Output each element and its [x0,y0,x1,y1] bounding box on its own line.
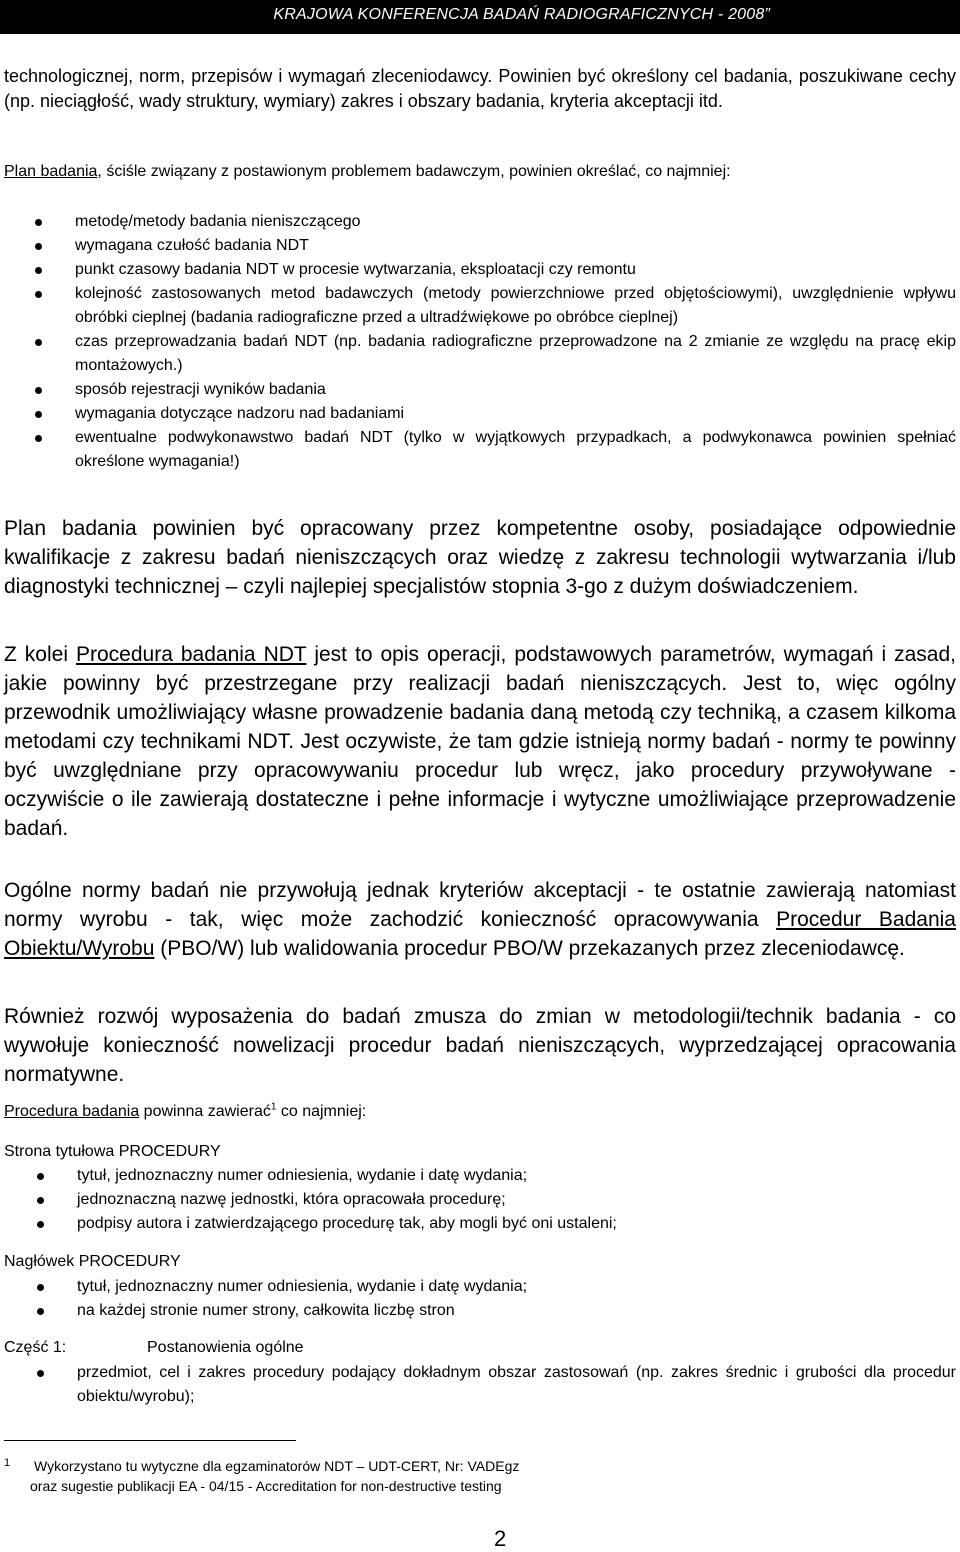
header-section-list [77,1275,956,1323]
list-item: tytuł, jednoznaczny numer odniesienia, wydanie i datę wydania; [77,1275,956,1299]
footnote-mark: 1 [4,1457,11,1469]
conference-title: KRAJOWA KONFERENCJA BADAŃ RADIOGRAFICZNYCH - 2008” [273,6,770,23]
part1-label: Część 1: [4,1339,67,1356]
contents-lead [4,1100,956,1124]
norms-post: (PBO/W) lub walidowania procedur PBO/W przekazanych przez zleceniodawcę. [154,937,905,960]
list-item: przedmiot, cel i zakres procedury podający dokładnym obszar zastosowań (np. zakres średnic i grubości dla procedur obiektu/wyrobu); [77,1361,956,1409]
footnote-line-2: oraz sugestie publikacji EA - 04/15 - Accreditation for non-destructive testing [30,1478,502,1494]
list-item: jednoznaczną nazwę jednostki, która opracowała procedurę; [77,1188,956,1212]
footnote-divider [4,1440,296,1441]
list-item: czas przeprowadzania badań NDT (np. badania radiograficzne przeprowadzone na 2 zmianie ze względu na pracę ekip montażowych.) [75,330,956,378]
list-item: punkt czasowy badania NDT w procesie wytwarzania, eksploatacji czy remontu [75,258,956,282]
list-item: wymagana czułość badania NDT [75,234,956,258]
contents-rest: powinna zawierać [139,1103,271,1120]
plan-lead [4,160,956,184]
procedure-paragraph [4,640,956,843]
contents-underlined: Procedura badania [4,1103,140,1120]
norms-paragraph [4,876,956,963]
plan-items-list [75,210,956,474]
title-page-list [77,1164,956,1236]
procedure-post: jest to opis operacji, podstawowych parametrów, wymagań i zasad, jakie powinny być przestrzegane przy realizacji badań nieniszczących. Jest to, więc ogólny przewodnik umożliwiający własne prowadzenie badania daną metodą czy techniką, a czasem kilkoma metodami czy technikami NDT. Jest oczywiste, że tam gdzie istnieją normy badań - normy te powinny być uwzględniane przy opracowywaniu procedur lub wręcz, jako procedury przywoływane - oczywiście o ile zawierają dostateczne i pełne informacje i wytyczne umożliwiające przeprowadzenie badań. [4,643,956,840]
footnote-reference: 1 [270,1101,277,1113]
plan-paragraph: Plan badania powinien być opracowany przez kompetentne osoby, posiadające odpowiednie kwalifikacje z zakresu badań nieniszczących oraz wiedzę z zakresu technologii wytwarzania i/lub diagnostyki technicznej – czyli najlepiej specjalistów stopnia 3-go z dużym doświadczeniem. [4,517,956,598]
plan-lead-rest: , ściśle związany z postawionym problemem badawczym, powinien określać, co najmniej: [97,163,731,180]
plan-lead-underlined: Plan badania [4,163,98,180]
development-paragraph: Również rozwój wyposażenia do badań zmusza do zmian w metodologii/technik badania - co wywołuje konieczność nowelizacji procedur badań nieniszczących, wyprzedzającej opracowania normatywne. [4,1005,956,1086]
list-item: sposób rejestracji wyników badania [75,378,956,402]
list-item: ewentualne podwykonawstwo badań NDT (tylko w wyjątkowych przypadkach, a podwykonawca powinien spełniać określone wymagania!) [75,426,956,474]
intro-paragraph: technologicznej, norm, przepisów i wymagań zleceniodawcy. Powinien być określony cel badania, poszukiwane cechy (np. nieciągłość, wady struktury, wymiary) zakres i obszary badania, kryteria akceptacji itd. [4,66,956,111]
title-page-label: Strona tytułowa PROCEDURY [4,1143,221,1160]
norms-underlined: Procedur Badania Obiektu/Wyrobu [4,908,956,960]
norms-pre: Ogólne normy badań nie przywołują jednak kryteriów akceptacji - te ostatnie zawierają natomiast normy wyrobu - tak, więc może zachodzić konieczność opracowywania [4,879,956,931]
part1-list [77,1361,956,1409]
footnote-line-1: Wykorzystano tu wytyczne dla egzaminatorów NDT – UDT-CERT, Nr: VADEgz [34,1458,520,1474]
contents-tail: co najmniej: [276,1103,367,1120]
list-item: podpisy autora i zatwierdzającego procedurę tak, aby mogli być oni ustaleni; [77,1212,956,1236]
list-item: na każdej stronie numer strony, całkowita liczbę stron [77,1299,956,1323]
list-item: kolejność zastosowanych metod badawczych (metody powierzchniowe przed objętościowymi), uwzględnienie wpływu obróbki cieplnej (badania radiograficzne przed a ultradźwiękowe po obróbce cieplnej) [75,282,956,330]
page-number: 2 [494,1526,507,1551]
list-item: metodę/metody badania nieniszczącego [75,210,956,234]
procedure-underlined: Procedura badania NDT [75,643,307,666]
list-item: wymagania dotyczące nadzoru nad badaniami [75,402,956,426]
header-section-label: Nagłówek PROCEDURY [4,1253,181,1270]
procedure-pre: Z kolei [4,643,76,666]
header-band [0,0,960,34]
part1-title: Postanowienia ogólne [147,1339,304,1356]
list-item: tytuł, jednoznaczny numer odniesienia, wydanie i datę wydania; [77,1164,956,1188]
